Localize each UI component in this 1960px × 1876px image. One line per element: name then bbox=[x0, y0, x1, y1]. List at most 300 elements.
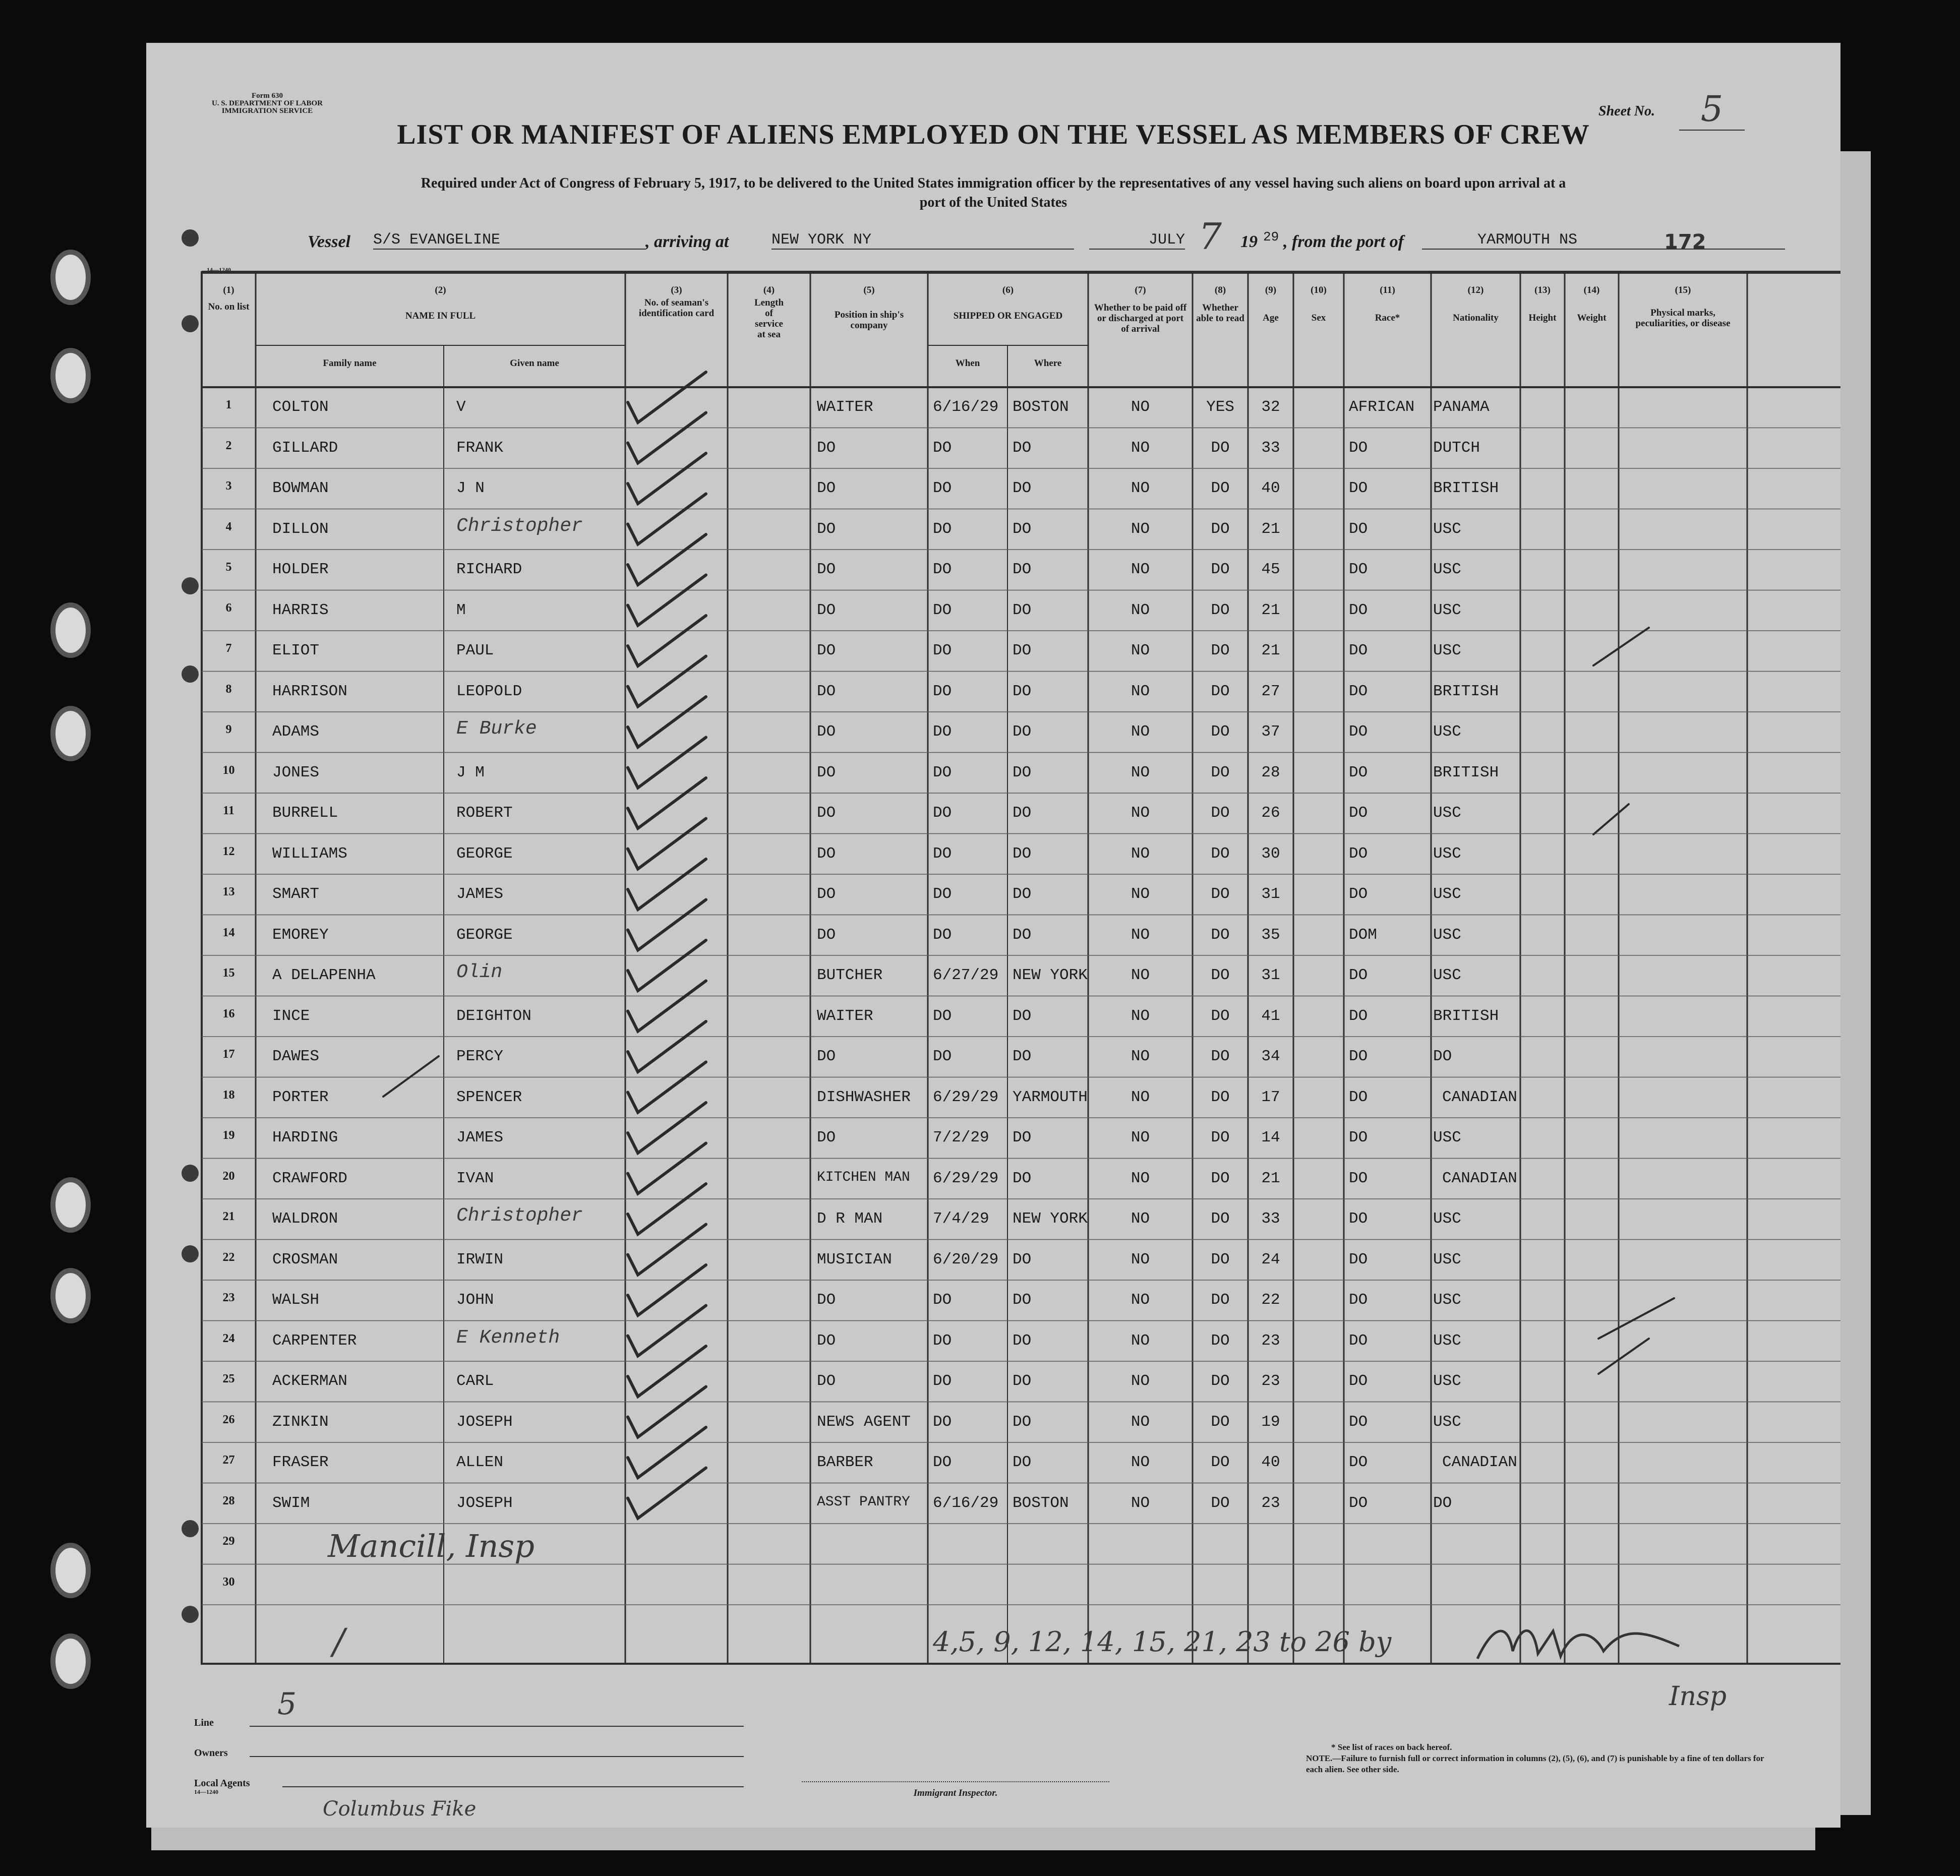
nationality: USC bbox=[1433, 1291, 1461, 1309]
nationality: USC bbox=[1433, 642, 1461, 659]
arrival-month: JULY bbox=[1089, 231, 1185, 250]
paid-off: NO bbox=[1131, 682, 1150, 700]
race: DO bbox=[1349, 885, 1368, 903]
shipped-where: DO bbox=[1013, 642, 1032, 659]
binder-hole bbox=[50, 348, 91, 403]
col-8-label: Whether able to read bbox=[1196, 302, 1244, 324]
shipped-where: DO bbox=[1013, 601, 1032, 619]
race: DO bbox=[1349, 1413, 1368, 1431]
footnote-text: NOTE.—Failure to furnish full or correct information in columns (2), (5), (6), and (7) is punishable by a fine of ten dollars for each alien. See other side. bbox=[1306, 1753, 1764, 1774]
row-number: 18 bbox=[222, 1088, 235, 1102]
row-number: 13 bbox=[222, 885, 235, 898]
age: 23 bbox=[1261, 1332, 1280, 1350]
row-number: 24 bbox=[222, 1332, 235, 1345]
able-to-read: DO bbox=[1211, 561, 1230, 578]
able-to-read: DO bbox=[1211, 1250, 1230, 1268]
age: 30 bbox=[1261, 844, 1280, 863]
race: DO bbox=[1349, 1129, 1368, 1146]
race: DO bbox=[1349, 520, 1368, 538]
row-number: 17 bbox=[222, 1048, 235, 1061]
paid-off: NO bbox=[1131, 1169, 1150, 1187]
col-5-label: Position in ship's company bbox=[834, 310, 904, 331]
col-given-header: Given name bbox=[510, 358, 559, 369]
age: 40 bbox=[1261, 479, 1280, 497]
col-5-number: (5) bbox=[863, 285, 875, 295]
sheet-number: 5 bbox=[1679, 88, 1745, 131]
nationality-tick bbox=[1598, 1298, 1674, 1339]
col-9-label: Age bbox=[1263, 313, 1279, 323]
nationality: USC bbox=[1433, 844, 1461, 863]
nationality: USC bbox=[1433, 885, 1461, 903]
race: DO bbox=[1349, 966, 1368, 984]
shipped-when: DO bbox=[933, 1454, 952, 1471]
age: 34 bbox=[1261, 1048, 1280, 1065]
race: DO bbox=[1349, 1494, 1368, 1512]
paid-off: NO bbox=[1131, 1088, 1150, 1106]
family-name: WALDRON bbox=[272, 1210, 338, 1228]
arrival-day: 7 bbox=[1199, 215, 1222, 258]
row17-tick bbox=[383, 1056, 439, 1097]
paid-off: NO bbox=[1131, 1007, 1150, 1025]
age: 33 bbox=[1261, 439, 1280, 457]
family-name: DAWES bbox=[272, 1048, 320, 1065]
age: 28 bbox=[1261, 763, 1280, 781]
correction-note: 4,5, 9, 12, 14, 15, 21, 23 to 26 by bbox=[933, 1626, 1392, 1658]
family-name: HARRISON bbox=[272, 682, 347, 700]
vessel-label: Vessel bbox=[308, 232, 350, 251]
race: DO bbox=[1349, 1454, 1368, 1471]
row-number: 20 bbox=[222, 1169, 235, 1183]
shipped-when: 6/16/29 bbox=[933, 1494, 999, 1512]
able-to-read: DO bbox=[1211, 763, 1230, 781]
line-field bbox=[250, 1726, 744, 1727]
row-number: 8 bbox=[225, 682, 232, 696]
race: DO bbox=[1349, 1291, 1368, 1309]
col-14-number: (14) bbox=[1583, 285, 1600, 295]
row-number: 25 bbox=[222, 1372, 235, 1385]
family-name: WILLIAMS bbox=[272, 844, 347, 863]
shipped-where: BOSTON bbox=[1013, 1494, 1069, 1512]
col-2-label: NAME IN FULL bbox=[405, 311, 476, 321]
shipped-where: DO bbox=[1013, 844, 1032, 863]
col-3-number: (3) bbox=[671, 285, 682, 295]
shipped-where: DO bbox=[1013, 1454, 1032, 1471]
family-name: BURRELL bbox=[272, 804, 338, 822]
family-name: ELIOT bbox=[272, 642, 320, 659]
nationality-tick bbox=[1593, 804, 1629, 834]
shipped-when: DO bbox=[933, 1372, 952, 1390]
given-name: IVAN bbox=[456, 1169, 494, 1187]
position: DO bbox=[817, 1332, 836, 1350]
paid-off: NO bbox=[1131, 844, 1150, 863]
shipped-when: DO bbox=[933, 723, 952, 741]
family-name: HOLDER bbox=[272, 561, 329, 578]
shipped-when: DO bbox=[933, 804, 952, 822]
col-15-number: (15) bbox=[1675, 285, 1691, 295]
position: DO bbox=[817, 804, 836, 822]
given-name: ROBERT bbox=[456, 804, 513, 822]
col-13-label: Height bbox=[1528, 313, 1557, 323]
position: WAITER bbox=[817, 1007, 873, 1025]
col-11-number: (11) bbox=[1380, 285, 1395, 295]
shipped-where: DO bbox=[1013, 1372, 1032, 1390]
shipped-when: DO bbox=[933, 763, 952, 781]
inspector-signature bbox=[1472, 1616, 1684, 1671]
race: DO bbox=[1349, 479, 1368, 497]
shipped-where: DO bbox=[1013, 520, 1032, 538]
row-number: 3 bbox=[225, 479, 232, 493]
position: DO bbox=[817, 439, 836, 457]
position: DO bbox=[817, 1372, 836, 1390]
paid-off: NO bbox=[1131, 1210, 1150, 1228]
family-name: FRASER bbox=[272, 1454, 329, 1471]
shipped-when: DO bbox=[933, 561, 952, 578]
row-number: 15 bbox=[222, 966, 235, 980]
paid-off: NO bbox=[1131, 601, 1150, 619]
able-to-read: DO bbox=[1211, 1494, 1230, 1512]
race: DO bbox=[1349, 1210, 1368, 1228]
shipped-when: DO bbox=[933, 1332, 952, 1350]
given-name: ALLEN bbox=[456, 1454, 504, 1471]
shipped-where: DO bbox=[1013, 439, 1032, 457]
position: DO bbox=[817, 926, 836, 944]
age: 17 bbox=[1261, 1088, 1280, 1106]
age: 22 bbox=[1261, 1291, 1280, 1309]
given-name: GEORGE bbox=[456, 844, 513, 863]
shipped-where: DO bbox=[1013, 1332, 1032, 1350]
paid-off: NO bbox=[1131, 1454, 1150, 1471]
family-name: SWIM bbox=[272, 1494, 310, 1512]
paid-off: NO bbox=[1131, 763, 1150, 781]
given-name: E Kenneth bbox=[456, 1326, 560, 1349]
able-to-read: DO bbox=[1211, 1454, 1230, 1471]
position: MUSICIAN bbox=[817, 1250, 892, 1268]
line-mark: 5 bbox=[277, 1686, 297, 1722]
race: DO bbox=[1349, 561, 1368, 578]
col-family-header: Family name bbox=[323, 358, 377, 369]
paid-off: NO bbox=[1131, 1250, 1150, 1268]
paid-off: NO bbox=[1131, 804, 1150, 822]
given-name: PAUL bbox=[456, 642, 494, 659]
race: DO bbox=[1349, 1332, 1368, 1350]
given-name: Christopher bbox=[456, 1205, 583, 1227]
age: 21 bbox=[1261, 601, 1280, 619]
family-name: GILLARD bbox=[272, 439, 338, 457]
nationality: USC bbox=[1433, 520, 1461, 538]
family-name: EMOREY bbox=[272, 926, 329, 944]
nationality: BRITISH bbox=[1433, 479, 1499, 497]
footnote bbox=[1306, 1742, 1775, 1775]
nationality: USC bbox=[1433, 1250, 1461, 1268]
col-2-number: (2) bbox=[435, 285, 446, 295]
shipped-where: NEW YORK bbox=[1013, 1210, 1088, 1228]
row-number: 11 bbox=[223, 804, 234, 817]
family-name: JONES bbox=[272, 763, 320, 781]
position: DO bbox=[817, 763, 836, 781]
footnote-star: * See list of races on back hereof. bbox=[1331, 1742, 1452, 1752]
footer-print-code: 14—1240 bbox=[194, 1788, 218, 1795]
age: 35 bbox=[1261, 926, 1280, 944]
form-department: U. S. DEPARTMENT OF LABOR bbox=[211, 99, 323, 107]
col-3-label: No. of seaman's identification card bbox=[638, 297, 715, 319]
arriving-label: , arriving at bbox=[645, 232, 729, 251]
age: 19 bbox=[1261, 1413, 1280, 1431]
race: DO bbox=[1349, 682, 1368, 700]
age: 40 bbox=[1261, 1454, 1280, 1471]
nationality: USC bbox=[1433, 1129, 1461, 1146]
manifest-page bbox=[146, 43, 1840, 1828]
binder-hole bbox=[50, 1543, 91, 1598]
col-8-number: (8) bbox=[1214, 285, 1226, 295]
year-suffix: 29 bbox=[1263, 229, 1279, 245]
shipped-where: DO bbox=[1013, 479, 1032, 497]
row-number: 12 bbox=[222, 844, 235, 858]
age: 24 bbox=[1261, 1250, 1280, 1268]
able-to-read: DO bbox=[1211, 844, 1230, 863]
shipped-where: DO bbox=[1013, 1048, 1032, 1065]
shipped-when: DO bbox=[933, 1291, 952, 1309]
age: 26 bbox=[1261, 804, 1280, 822]
family-name: ZINKIN bbox=[272, 1413, 329, 1431]
col-13-number: (13) bbox=[1534, 285, 1551, 295]
binder-hole bbox=[50, 602, 91, 658]
shipped-when: DO bbox=[933, 1048, 952, 1065]
able-to-read: YES bbox=[1206, 398, 1234, 416]
able-to-read: DO bbox=[1211, 439, 1230, 457]
family-name: HARRIS bbox=[272, 601, 329, 619]
footer-note: Columbus Fike bbox=[323, 1797, 477, 1821]
shipped-where: DO bbox=[1013, 1250, 1032, 1268]
nationality: USC bbox=[1433, 1210, 1461, 1228]
able-to-read: DO bbox=[1211, 520, 1230, 538]
page-title: LIST OR MANIFEST OF ALIENS EMPLOYED ON THE VESSEL AS MEMBERS OF CREW bbox=[397, 119, 1590, 150]
given-name: M bbox=[456, 601, 466, 619]
nationality: USC bbox=[1433, 804, 1461, 822]
sheet-label: Sheet No. bbox=[1598, 103, 1655, 119]
able-to-read: DO bbox=[1211, 966, 1230, 984]
shipped-when: DO bbox=[933, 885, 952, 903]
able-to-read: DO bbox=[1211, 885, 1230, 903]
position: BUTCHER bbox=[817, 966, 883, 984]
race: DO bbox=[1349, 439, 1368, 457]
owners-field bbox=[250, 1756, 744, 1757]
paid-off: NO bbox=[1131, 966, 1150, 984]
nationality: CANADIAN bbox=[1442, 1454, 1517, 1471]
given-name: JAMES bbox=[456, 885, 504, 903]
able-to-read: DO bbox=[1211, 682, 1230, 700]
given-name: LEOPOLD bbox=[456, 682, 522, 700]
binder-hole bbox=[50, 1633, 91, 1689]
nationality: CANADIAN bbox=[1442, 1169, 1517, 1187]
given-name: V bbox=[456, 398, 466, 416]
family-name: HARDING bbox=[272, 1129, 338, 1146]
race: DO bbox=[1349, 804, 1368, 822]
race: DOM bbox=[1349, 926, 1377, 944]
position: DO bbox=[817, 723, 836, 741]
arriving-at: NEW YORK NY bbox=[771, 231, 1074, 250]
position: DO bbox=[817, 1291, 836, 1309]
able-to-read: DO bbox=[1211, 1048, 1230, 1065]
shipped-when: DO bbox=[933, 642, 952, 659]
shipped-where: DO bbox=[1013, 804, 1032, 822]
row-number: 27 bbox=[222, 1454, 235, 1467]
check-mark bbox=[628, 372, 706, 422]
age: 23 bbox=[1261, 1372, 1280, 1390]
race: DO bbox=[1349, 601, 1368, 619]
paid-off: NO bbox=[1131, 1413, 1150, 1431]
able-to-read: DO bbox=[1211, 1129, 1230, 1146]
row-number: 4 bbox=[225, 520, 232, 533]
nationality: USC bbox=[1433, 561, 1461, 578]
row-number: 28 bbox=[222, 1494, 235, 1507]
position: DO bbox=[817, 1129, 836, 1146]
able-to-read: DO bbox=[1211, 926, 1230, 944]
nationality: DO bbox=[1433, 1048, 1452, 1065]
shipped-when: DO bbox=[933, 439, 952, 457]
col-6-label: SHIPPED OR ENGAGED bbox=[953, 311, 1063, 321]
race: DO bbox=[1349, 1048, 1368, 1065]
age: 37 bbox=[1261, 723, 1280, 741]
given-name: FRANK bbox=[456, 439, 504, 457]
age: 31 bbox=[1261, 966, 1280, 984]
given-name: IRWIN bbox=[456, 1250, 504, 1268]
row-number: 9 bbox=[225, 723, 232, 736]
able-to-read: DO bbox=[1211, 479, 1230, 497]
paid-off: NO bbox=[1131, 1048, 1150, 1065]
given-name: JAMES bbox=[456, 1129, 504, 1146]
nationality: DUTCH bbox=[1433, 439, 1480, 457]
family-name: COLTON bbox=[272, 398, 329, 416]
paid-off: NO bbox=[1131, 439, 1150, 457]
shipped-where: DO bbox=[1013, 885, 1032, 903]
nationality: BRITISH bbox=[1433, 763, 1499, 781]
position: WAITER bbox=[817, 398, 873, 416]
col-4-label: Length of service at sea bbox=[754, 297, 784, 340]
shipped-when: 6/29/29 bbox=[933, 1169, 999, 1187]
able-to-read: DO bbox=[1211, 642, 1230, 659]
row-number: 7 bbox=[225, 642, 232, 655]
shipped-when: DO bbox=[933, 601, 952, 619]
family-name: BOWMAN bbox=[272, 479, 329, 497]
age: 32 bbox=[1261, 398, 1280, 416]
family-name: CARPENTER bbox=[272, 1332, 357, 1350]
row-number: 29 bbox=[222, 1535, 235, 1548]
col-10-number: (10) bbox=[1311, 285, 1327, 295]
age: 21 bbox=[1261, 520, 1280, 538]
row-number: 1 bbox=[225, 398, 232, 411]
given-name: PERCY bbox=[456, 1048, 504, 1065]
paid-off: NO bbox=[1131, 885, 1150, 903]
paid-off: NO bbox=[1131, 1494, 1150, 1512]
col-11-label: Race* bbox=[1375, 313, 1400, 323]
given-name: J N bbox=[456, 479, 485, 497]
able-to-read: DO bbox=[1211, 1372, 1230, 1390]
shipped-when: DO bbox=[933, 520, 952, 538]
race: AFRICAN bbox=[1349, 398, 1415, 416]
inspector-initials: Mancill, Insp bbox=[328, 1528, 534, 1564]
row-number: 5 bbox=[225, 561, 232, 574]
col-4-number: (4) bbox=[763, 285, 775, 295]
col-14-label: Weight bbox=[1577, 313, 1607, 323]
shipped-when: DO bbox=[933, 682, 952, 700]
shipped-where: BOSTON bbox=[1013, 398, 1069, 416]
row-number: 10 bbox=[222, 763, 235, 777]
col-1-number: (1) bbox=[223, 285, 234, 295]
able-to-read: DO bbox=[1211, 1413, 1230, 1431]
paid-off: NO bbox=[1131, 723, 1150, 741]
stamp-number: 172 bbox=[1664, 230, 1706, 254]
binder-hole bbox=[50, 706, 91, 761]
family-name: A DELAPENHA bbox=[272, 966, 376, 984]
row-number: 23 bbox=[222, 1291, 235, 1304]
shipped-when: 7/2/29 bbox=[933, 1129, 989, 1146]
able-to-read: DO bbox=[1211, 804, 1230, 822]
paid-off: NO bbox=[1131, 561, 1150, 578]
age: 27 bbox=[1261, 682, 1280, 700]
able-to-read: DO bbox=[1211, 1210, 1230, 1228]
col-10-label: Sex bbox=[1311, 313, 1326, 323]
row-number: 16 bbox=[222, 1007, 235, 1020]
family-name: ACKERMAN bbox=[272, 1372, 347, 1390]
shipped-where: YARMOUTH bbox=[1013, 1088, 1088, 1106]
age: 21 bbox=[1261, 642, 1280, 659]
position: DO bbox=[817, 844, 836, 863]
nationality: CANADIAN bbox=[1442, 1088, 1517, 1106]
position: DO bbox=[817, 885, 836, 903]
given-name: Christopher bbox=[456, 515, 583, 537]
shipped-where: DO bbox=[1013, 763, 1032, 781]
able-to-read: DO bbox=[1211, 601, 1230, 619]
subtitle-line-1: Required under Act of Congress of February 5, 1917, to be delivered to the United States immigration officer by the representatives of any vessel having such aliens on board upon arrival at a bbox=[421, 175, 1566, 191]
age: 21 bbox=[1261, 1169, 1280, 1187]
row-number: 21 bbox=[222, 1210, 235, 1223]
race: DO bbox=[1349, 1250, 1368, 1268]
binder-hole bbox=[50, 1268, 91, 1323]
binder-hole bbox=[50, 1177, 91, 1233]
race: DO bbox=[1349, 642, 1368, 659]
position: DO bbox=[817, 520, 836, 538]
shipped-when: 6/27/29 bbox=[933, 966, 999, 984]
row-number: 2 bbox=[225, 439, 232, 452]
nationality: USC bbox=[1433, 723, 1461, 741]
signature-title: Insp bbox=[1669, 1681, 1727, 1712]
family-name: CROSMAN bbox=[272, 1250, 338, 1268]
age: 33 bbox=[1261, 1210, 1280, 1228]
paid-off: NO bbox=[1131, 398, 1150, 416]
able-to-read: DO bbox=[1211, 1291, 1230, 1309]
owners-label: Owners bbox=[194, 1747, 228, 1759]
able-to-read: DO bbox=[1211, 1169, 1230, 1187]
position: NEWS AGENT bbox=[817, 1413, 911, 1431]
shipped-when: DO bbox=[933, 479, 952, 497]
nationality: BRITISH bbox=[1433, 682, 1499, 700]
shipped-where: DO bbox=[1013, 682, 1032, 700]
shipped-where: DO bbox=[1013, 1413, 1032, 1431]
col-15-label: Physical marks, peculiarities, or disease bbox=[1635, 308, 1731, 329]
shipped-where: DO bbox=[1013, 1007, 1032, 1025]
print-code: 14—1240 bbox=[207, 266, 231, 273]
col-12-number: (12) bbox=[1467, 285, 1484, 295]
position: DISHWASHER bbox=[817, 1088, 911, 1106]
row-number: 22 bbox=[222, 1250, 235, 1264]
paid-off: NO bbox=[1131, 520, 1150, 538]
position: DO bbox=[817, 682, 836, 700]
given-name: Olin bbox=[456, 961, 503, 983]
race: DO bbox=[1349, 844, 1368, 863]
binder-hole bbox=[50, 250, 91, 305]
family-name: INCE bbox=[272, 1007, 310, 1025]
col-12-label: Nationality bbox=[1453, 313, 1499, 323]
